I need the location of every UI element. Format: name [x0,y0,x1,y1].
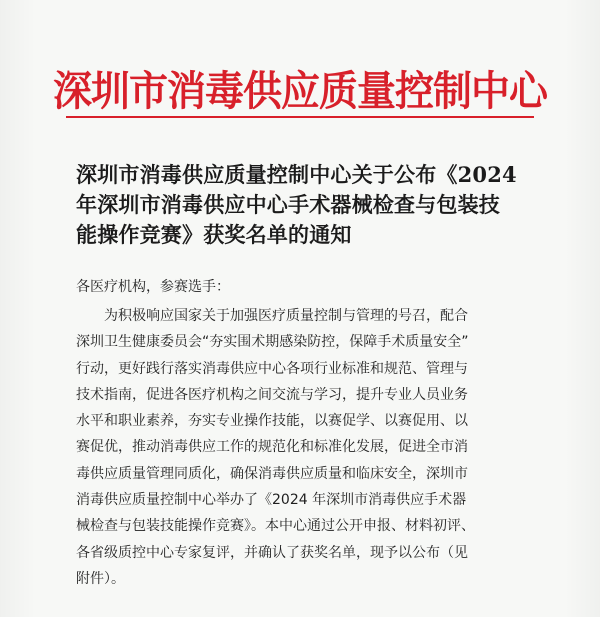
organization-header: 深圳市消毒供应质量控制中心 [52,67,547,116]
notice-body [76,303,538,592]
title-line: 深圳市消毒供应质量控制中心关于公布《2024 [76,162,517,187]
body-line: 水平和职业素养，夯实专业操作技能，以赛促学、以赛促用、以 [76,413,468,430]
title-line: 年深圳市消毒供应中心手术器械检查与包装技 [76,192,500,217]
salutation: 各医疗机构，参赛选手： [76,279,230,295]
body-line: 附件）。 [76,570,125,587]
title-line: 能操作竞赛》获奖名单的通知 [76,222,352,247]
body-line: 赛促优，推动消毒供应工作的规范化和标准化发展，促进全市消 [76,439,468,456]
body-line: 消毒供应质量控制中心举办了《2024 年深圳市消毒供应手术器 [76,492,467,509]
body-line: 各省级质控中心专家复评，并确认了获奖名单，现予以公布（见 [76,544,468,561]
body-line: 行动，更好践行落实消毒供应中心各项行业标准和规范、管理与 [76,360,468,377]
body-line: 技术指南，促进各医疗机构之间交流与学习，提升专业人员业务 [76,386,468,403]
body-line: 为积极响应国家关于加强医疗质量控制与管理的号召，配合 [76,308,468,324]
notice-title [76,160,532,250]
body-line: 深圳卫生健康委员会“夯实围术期感染防控，保障手术质量安全” [76,334,469,351]
body-line: 毒供应质量管理同质化，确保消毒供应质量和临床安全，深圳市 [76,465,468,482]
body-line: 械检查与包装技能操作竞赛》。本中心通过公开申报、材料初评、 [76,518,475,535]
header-divider [66,116,534,118]
